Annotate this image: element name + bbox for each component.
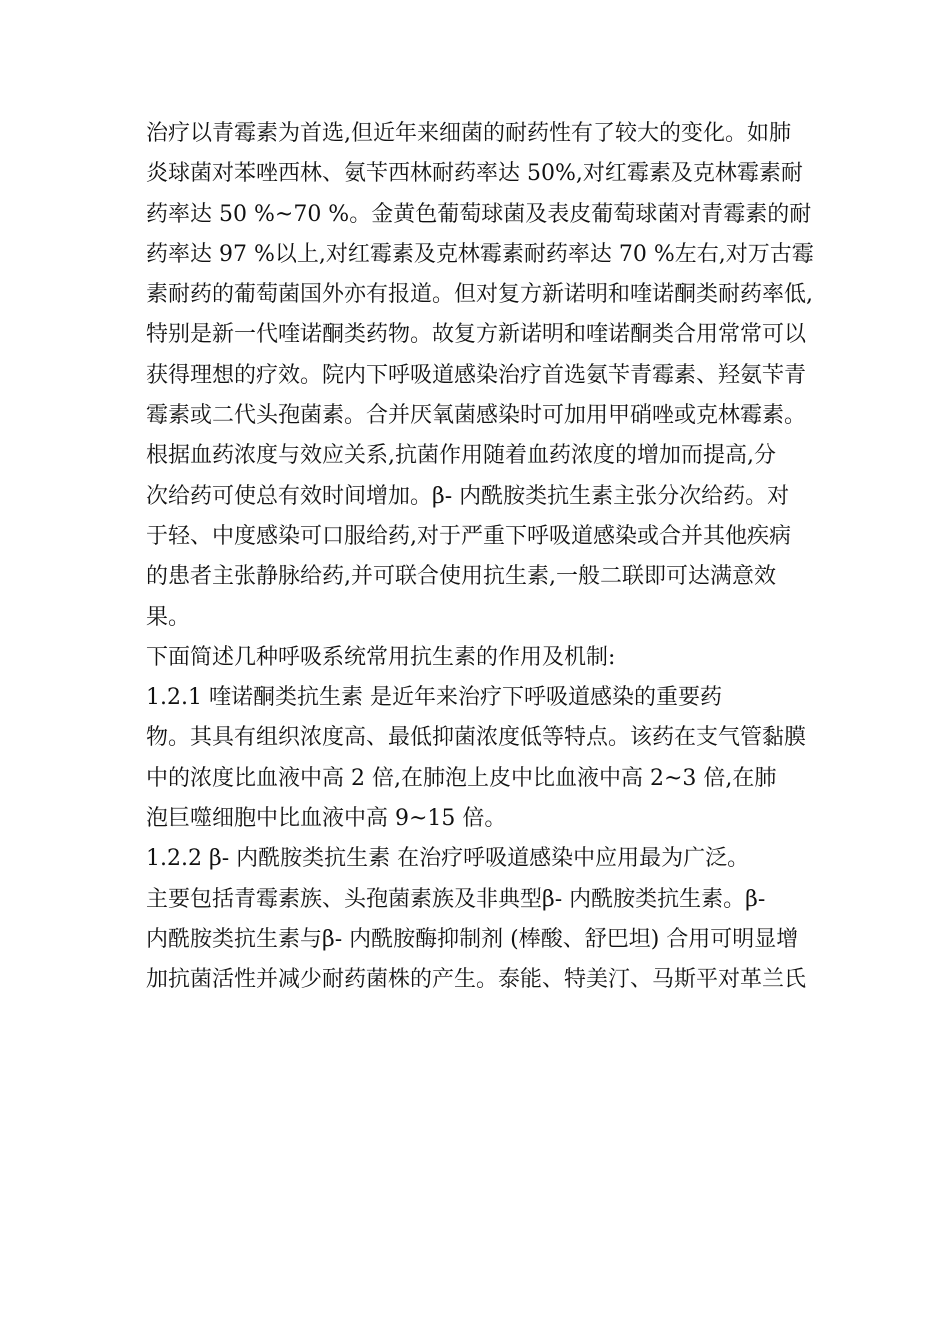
text-line: 主要包括青霉素族、头孢菌素族及非典型β- 内酰胺类抗生素。β- (146, 886, 766, 912)
section-heading-1-2-1: 1.2.1 喹诺酮类抗生素 是近年来治疗下呼吸道感染的重要药 (146, 685, 722, 711)
text-line: 中的浓度比血液中高 2 倍,在肺泡上皮中比血液中高 2~3 倍,在肺 (146, 765, 777, 791)
text-line: 炎球菌对苯唑西林、氨苄西林耐药率达 50%,对红霉素及克林霉素耐 (146, 161, 803, 187)
text-line: 加抗菌活性并减少耐药菌株的产生。泰能、特美汀、马斯平对革兰氏 (146, 967, 807, 993)
text-line: 物。其具有组织浓度高、最低抑菌浓度低等特点。该药在支气管黏膜 (146, 725, 807, 751)
text-line: 治疗以青霉素为首选,但近年来细菌的耐药性有了较大的变化。如肺 (146, 121, 791, 146)
text-line: 特别是新一代喹诺酮类药物。故复方新诺明和喹诺酮类合用常常可以 (146, 322, 807, 348)
text-line: 获得理想的疗效。院内下呼吸道感染治疗首选氨苄青霉素、羟氨苄青 (146, 362, 807, 388)
text-line: 内酰胺类抗生素与β- 内酰胺酶抑制剂 (棒酸、舒巴坦) 合用可明显增 (146, 926, 799, 952)
text-line: 素耐药的葡萄菌国外亦有报道。但对复方新诺明和喹诺酮类耐药率低, (146, 282, 813, 308)
text-line: 的患者主张静脉给药,并可联合使用抗生素,一般二联即可达满意效 (146, 564, 776, 590)
text-line: 药率达 50 %~70 %。金黄色葡萄球菌及表皮葡萄球菌对青霉素的耐 (146, 201, 812, 227)
text-line: 根据血药浓度与效应关系,抗菌作用随着血药浓度的增加而提高,分 (146, 443, 776, 469)
text-line: 果。 (146, 604, 191, 630)
text-line: 次给药可使总有效时间增加。β- 内酰胺类抗生素主张分次给药。对 (146, 483, 790, 509)
body-text (146, 114, 826, 1001)
text-line: 药率达 97 %以上,对红霉素及克林霉素耐药率达 70 %左右,对万古霉 (146, 241, 814, 267)
section-intro: 下面简述几种呼吸系统常用抗生素的作用及机制: (146, 644, 616, 670)
section-heading-1-2-2: 1.2.2 β- 内酰胺类抗生素 在治疗呼吸道感染中应用最为广泛。 (146, 846, 750, 872)
text-line: 霉素或二代头孢菌素。合并厌氧菌感染时可加用甲硝唑或克林霉素。 (146, 403, 807, 429)
text-line: 于轻、中度感染可口服给药,对于严重下呼吸道感染或合并其他疾病 (146, 523, 791, 549)
text-line: 泡巨噬细胞中比血液中高 9~15 倍。 (146, 806, 507, 832)
